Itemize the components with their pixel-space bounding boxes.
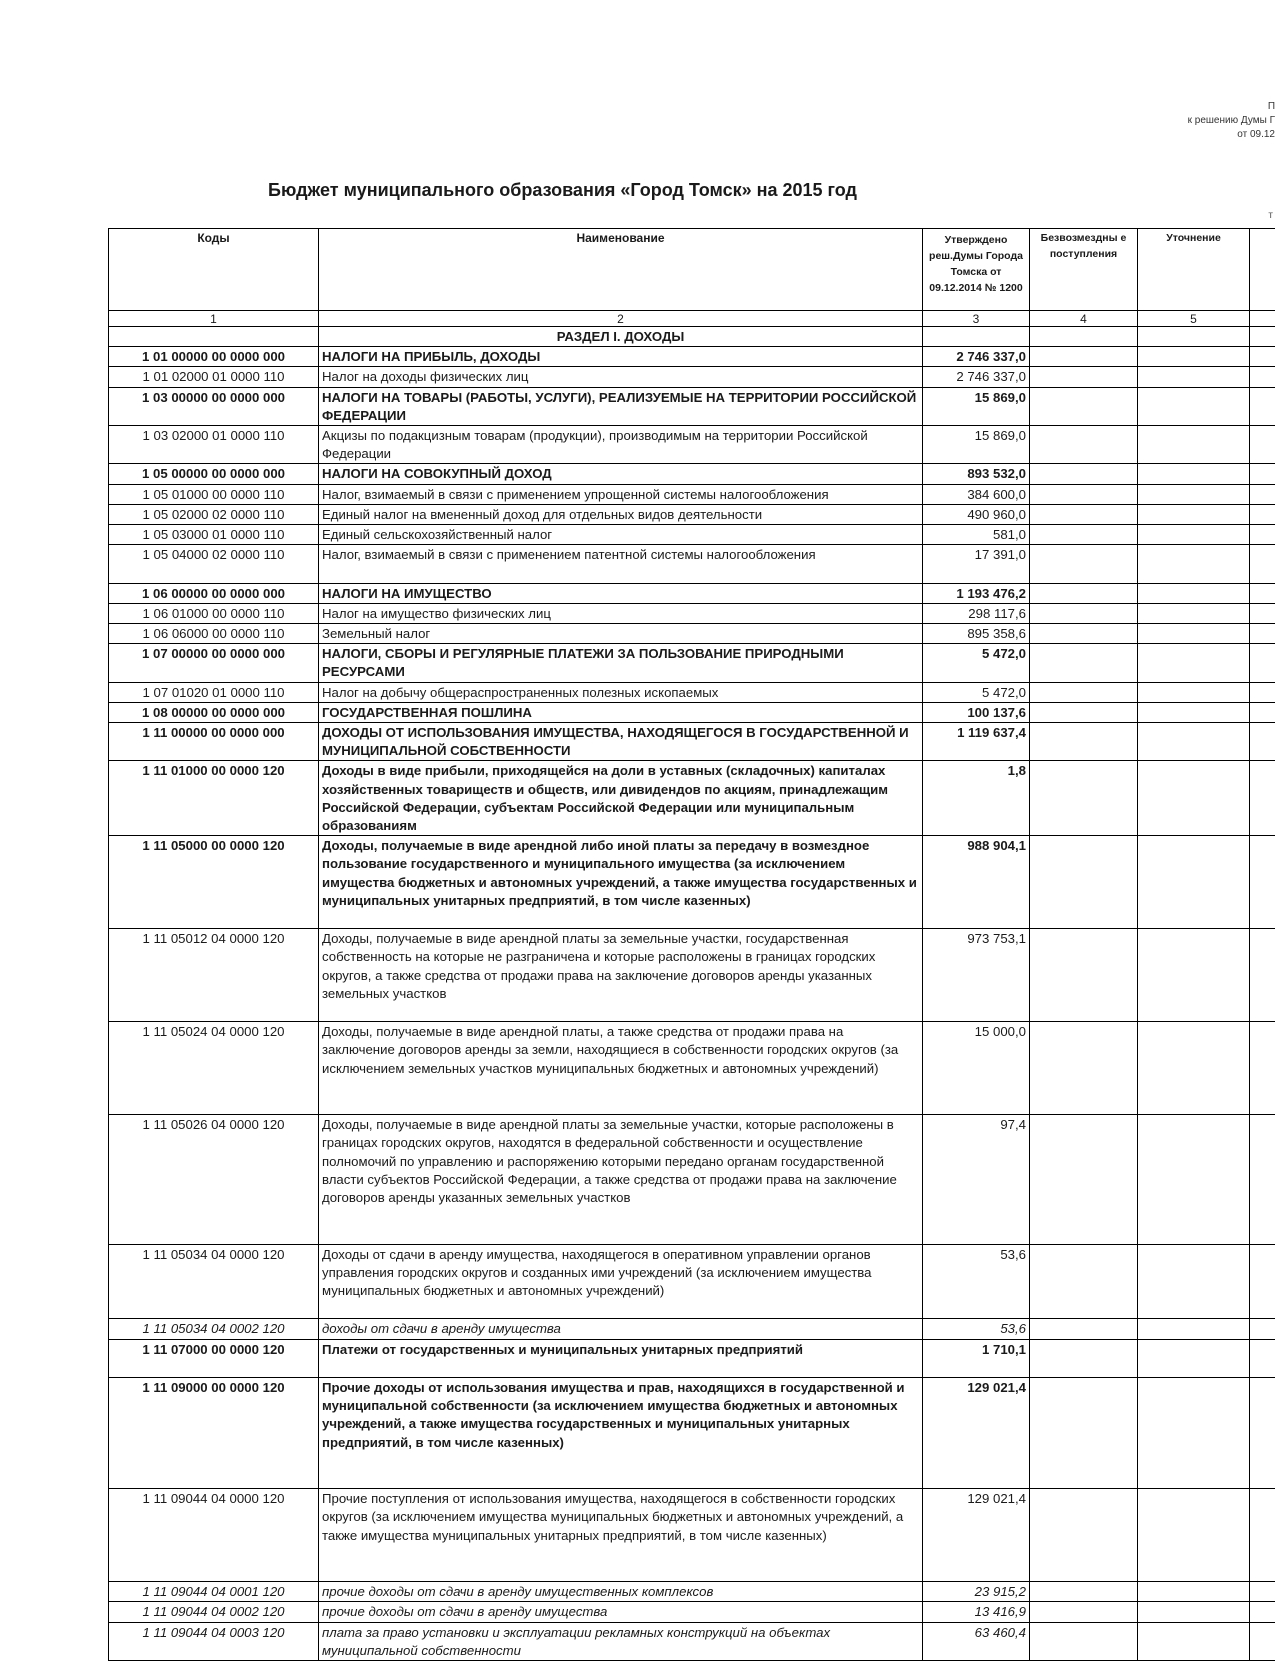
budget-table-body: [109, 229, 1275, 1661]
row-extra-cell: [1250, 1339, 1275, 1377]
row-clarification-cell: [1138, 1582, 1250, 1602]
budget-row: [109, 624, 1275, 644]
row-clarification-cell: [1138, 1022, 1250, 1115]
column-number-row: [109, 311, 1275, 327]
column-number: 1: [109, 311, 319, 327]
header-row: [109, 229, 1275, 311]
row-name: Доходы, получаемые в виде арендной платы за земельные участки, которые расположены в границах городских округов, находятся в федеральной собственности и осуществление полномочий по управлению и распоряжению которыми передано органам государственной власти субъектов Российской Федерации, а также средства от продажи права на заключение договоров аренды указанных земельных участков: [319, 1115, 923, 1244]
row-clarification-cell: [1138, 624, 1250, 644]
row-code: 1 05 01000 00 0000 110: [109, 484, 319, 504]
row-extra-cell: [1250, 1489, 1275, 1582]
row-clarification-cell: [1138, 525, 1250, 545]
budget-row: [109, 702, 1275, 722]
row-name: Налог на добычу общераспространенных полезных ископаемых: [319, 682, 923, 702]
row-code: 1 11 05012 04 0000 120: [109, 929, 319, 1022]
row-grants-cell: [1030, 836, 1138, 929]
row-grants-cell: [1030, 929, 1138, 1022]
row-extra-cell: [1250, 1582, 1275, 1602]
row-grants-cell: [1030, 347, 1138, 367]
row-clarification-cell: [1138, 644, 1250, 682]
budget-row: [109, 1115, 1275, 1244]
row-amount: 15 869,0: [923, 387, 1030, 425]
column-number: 5: [1138, 311, 1250, 327]
row-amount: 5 472,0: [923, 682, 1030, 702]
row-amount: 988 904,1: [923, 836, 1030, 929]
row-amount: 490 960,0: [923, 504, 1030, 524]
row-clarification-cell: [1138, 1339, 1250, 1377]
row-amount: 129 021,4: [923, 1378, 1030, 1489]
appendix-line: к решению Думы Г: [1075, 114, 1275, 128]
row-amount: 2 746 337,0: [923, 347, 1030, 367]
row-clarification-cell: [1138, 1319, 1250, 1339]
row-amount: 53,6: [923, 1319, 1030, 1339]
row-grants-cell: [1030, 1602, 1138, 1622]
row-name: Доходы от сдачи в аренду имущества, находящегося в оперативном управлении органов управления городских округов и созданных ими учреждений (за исключением имущества муниципальных бюджетных и автономных учреждений): [319, 1244, 923, 1319]
row-amount: 15 869,0: [923, 426, 1030, 464]
row-clarification-cell: [1138, 1489, 1250, 1582]
row-code: 1 11 05034 04 0000 120: [109, 1244, 319, 1319]
section-title: РАЗДЕЛ I. ДОХОДЫ: [319, 327, 923, 347]
row-clarification-cell: [1138, 929, 1250, 1022]
row-name: Налог на доходы физических лиц: [319, 367, 923, 387]
row-name: Прочие доходы от использования имущества и прав, находящихся в государственной и муниципальной собственности (за исключением имущества бюджетных и автономных учреждений, а также имущества государственных и муниципальных унитарных предприятий, в том числе казенных): [319, 1378, 923, 1489]
row-extra-cell: [1250, 682, 1275, 702]
section-cell: [1250, 327, 1275, 347]
appendix-header: [1075, 100, 1275, 142]
row-grants-cell: [1030, 1115, 1138, 1244]
appendix-line: от 09.12: [1075, 128, 1275, 142]
row-clarification-cell: [1138, 464, 1250, 484]
row-extra-cell: [1250, 1319, 1275, 1339]
units-mark: т: [1268, 210, 1273, 221]
row-name: прочие доходы от сдачи в аренду имущества: [319, 1602, 923, 1622]
row-amount: 1 710,1: [923, 1339, 1030, 1377]
budget-row: [109, 682, 1275, 702]
row-extra-cell: [1250, 347, 1275, 367]
row-amount: 1 119 637,4: [923, 723, 1030, 761]
budget-row: [109, 583, 1275, 603]
row-amount: 5 472,0: [923, 644, 1030, 682]
section-code-cell: [109, 327, 319, 347]
row-extra-cell: [1250, 484, 1275, 504]
row-code: 1 11 00000 00 0000 000: [109, 723, 319, 761]
budget-row: [109, 836, 1275, 929]
row-name: Платежи от государственных и муниципальных унитарных предприятий: [319, 1339, 923, 1377]
row-clarification-cell: [1138, 387, 1250, 425]
row-grants-cell: [1030, 464, 1138, 484]
row-clarification-cell: [1138, 347, 1250, 367]
header-clarification: Уточнение: [1138, 229, 1250, 311]
row-clarification-cell: [1138, 1244, 1250, 1319]
row-name: НАЛОГИ НА ПРИБЫЛЬ, ДОХОДЫ: [319, 347, 923, 367]
row-extra-cell: [1250, 624, 1275, 644]
row-clarification-cell: [1138, 603, 1250, 623]
row-code: 1 06 06000 00 0000 110: [109, 624, 319, 644]
row-extra-cell: [1250, 464, 1275, 484]
row-code: 1 11 01000 00 0000 120: [109, 761, 319, 836]
budget-row: [109, 1378, 1275, 1489]
row-amount: 97,4: [923, 1115, 1030, 1244]
row-grants-cell: [1030, 545, 1138, 583]
row-name: ДОХОДЫ ОТ ИСПОЛЬЗОВАНИЯ ИМУЩЕСТВА, НАХОДЯЩЕГОСЯ В ГОСУДАРСТВЕННОЙ И МУНИЦИПАЛЬНОЙ СОБСТВЕННОСТИ: [319, 723, 923, 761]
row-name: Земельный налог: [319, 624, 923, 644]
row-code: 1 03 00000 00 0000 000: [109, 387, 319, 425]
row-extra-cell: [1250, 761, 1275, 836]
budget-row: [109, 1244, 1275, 1319]
budget-row: [109, 1489, 1275, 1582]
row-extra-cell: [1250, 583, 1275, 603]
row-extra-cell: [1250, 1022, 1275, 1115]
appendix-line: П: [1075, 100, 1275, 114]
row-name: НАЛОГИ НА ИМУЩЕСТВО: [319, 583, 923, 603]
row-clarification-cell: [1138, 583, 1250, 603]
row-amount: 893 532,0: [923, 464, 1030, 484]
row-amount: 973 753,1: [923, 929, 1030, 1022]
column-number: 2: [319, 311, 923, 327]
row-grants-cell: [1030, 682, 1138, 702]
row-name: Единый сельскохозяйственный налог: [319, 525, 923, 545]
budget-row: [109, 464, 1275, 484]
row-extra-cell: [1250, 644, 1275, 682]
row-extra-cell: [1250, 387, 1275, 425]
row-code: 1 11 07000 00 0000 120: [109, 1339, 319, 1377]
budget-row: [109, 504, 1275, 524]
row-code: 1 11 05026 04 0000 120: [109, 1115, 319, 1244]
row-clarification-cell: [1138, 836, 1250, 929]
row-amount: 384 600,0: [923, 484, 1030, 504]
header-extra: [1250, 229, 1275, 311]
row-clarification-cell: [1138, 367, 1250, 387]
row-amount: 129 021,4: [923, 1489, 1030, 1582]
budget-row: [109, 929, 1275, 1022]
row-grants-cell: [1030, 387, 1138, 425]
row-amount: 53,6: [923, 1244, 1030, 1319]
budget-row: [109, 723, 1275, 761]
row-name: Налог, взимаемый в связи с применением упрощенной системы налогообложения: [319, 484, 923, 504]
row-name: ГОСУДАРСТВЕННАЯ ПОШЛИНА: [319, 702, 923, 722]
budget-row: [109, 484, 1275, 504]
budget-row: [109, 525, 1275, 545]
row-amount: 63 460,4: [923, 1622, 1030, 1660]
budget-row: [109, 644, 1275, 682]
budget-row: [109, 347, 1275, 367]
header-approved: Утверждено реш.Думы Города Томска от 09.12.2014 № 1200: [923, 229, 1030, 311]
budget-table: [108, 228, 1275, 1661]
row-extra-cell: [1250, 1244, 1275, 1319]
row-grants-cell: [1030, 624, 1138, 644]
row-extra-cell: [1250, 504, 1275, 524]
row-name: Доходы, получаемые в виде арендной платы за земельные участки, государственная собственность на которые не разграничена и которые расположены в границах городских округов, а также средства от продажи права на заключение договоров аренды указанных земельных участков: [319, 929, 923, 1022]
row-grants-cell: [1030, 1022, 1138, 1115]
row-clarification-cell: [1138, 702, 1250, 722]
row-grants-cell: [1030, 1489, 1138, 1582]
row-clarification-cell: [1138, 1115, 1250, 1244]
row-amount: 1 193 476,2: [923, 583, 1030, 603]
section-row: [109, 327, 1275, 347]
budget-row: [109, 1319, 1275, 1339]
row-amount: 100 137,6: [923, 702, 1030, 722]
row-extra-cell: [1250, 525, 1275, 545]
row-extra-cell: [1250, 1602, 1275, 1622]
row-name: Доходы, получаемые в виде арендной либо иной платы за передачу в возмездное пользование государственного и муниципального имущества (за исключением имущества бюджетных и автономных учреждений, а также имущества государственных и муниципальных унитарных предприятий, в том числе казенных): [319, 836, 923, 929]
document-title: [0, 180, 1275, 201]
row-grants-cell: [1030, 426, 1138, 464]
row-name: НАЛОГИ НА СОВОКУПНЫЙ ДОХОД: [319, 464, 923, 484]
budget-row: [109, 1602, 1275, 1622]
row-name: НАЛОГИ НА ТОВАРЫ (РАБОТЫ, УСЛУГИ), РЕАЛИЗУЕМЫЕ НА ТЕРРИТОРИИ РОССИЙСКОЙ ФЕДЕРАЦИИ: [319, 387, 923, 425]
row-code: 1 06 00000 00 0000 000: [109, 583, 319, 603]
row-clarification-cell: [1138, 504, 1250, 524]
row-grants-cell: [1030, 603, 1138, 623]
row-grants-cell: [1030, 583, 1138, 603]
row-extra-cell: [1250, 426, 1275, 464]
row-extra-cell: [1250, 603, 1275, 623]
budget-row: [109, 426, 1275, 464]
row-amount: 298 117,6: [923, 603, 1030, 623]
section-cell: [1030, 327, 1138, 347]
column-number: [1250, 311, 1275, 327]
row-grants-cell: [1030, 761, 1138, 836]
row-amount: 1,8: [923, 761, 1030, 836]
row-grants-cell: [1030, 484, 1138, 504]
row-grants-cell: [1030, 525, 1138, 545]
row-name: Налог, взимаемый в связи с применением патентной системы налогообложения: [319, 545, 923, 583]
row-extra-cell: [1250, 1115, 1275, 1244]
row-code: 1 07 01020 01 0000 110: [109, 682, 319, 702]
row-code: 1 01 00000 00 0000 000: [109, 347, 319, 367]
row-extra-cell: [1250, 836, 1275, 929]
row-name: Доходы, получаемые в виде арендной платы, а также средства от продажи права на заключение договоров аренды за земли, находящиеся в собственности городских округов (за исключением земельных участков муниципальных бюджетных и автономных учреждений): [319, 1022, 923, 1115]
header-name: Наименование: [319, 229, 923, 311]
row-code: 1 08 00000 00 0000 000: [109, 702, 319, 722]
row-code: 1 03 02000 01 0000 110: [109, 426, 319, 464]
row-clarification-cell: [1138, 1602, 1250, 1622]
row-amount: 581,0: [923, 525, 1030, 545]
row-code: 1 11 09044 04 0002 120: [109, 1602, 319, 1622]
row-code: 1 05 00000 00 0000 000: [109, 464, 319, 484]
row-clarification-cell: [1138, 545, 1250, 583]
row-grants-cell: [1030, 1339, 1138, 1377]
row-grants-cell: [1030, 1622, 1138, 1660]
row-clarification-cell: [1138, 723, 1250, 761]
row-code: 1 05 02000 02 0000 110: [109, 504, 319, 524]
row-amount: 15 000,0: [923, 1022, 1030, 1115]
row-name: Прочие поступления от использования имущества, находящегося в собственности городских округов (за исключением имущества муниципальных бюджетных и автономных учреждений, а также имущества муниципальных унитарных предприятий, в том числе казенных): [319, 1489, 923, 1582]
row-name: доходы от сдачи в аренду имущества: [319, 1319, 923, 1339]
row-extra-cell: [1250, 723, 1275, 761]
row-name: прочие доходы от сдачи в аренду имущественных комплексов: [319, 1582, 923, 1602]
row-code: 1 11 09044 04 0003 120: [109, 1622, 319, 1660]
budget-row: [109, 1022, 1275, 1115]
section-amount-cell: [923, 327, 1030, 347]
row-amount: 23 915,2: [923, 1582, 1030, 1602]
row-code: 1 11 09000 00 0000 120: [109, 1378, 319, 1489]
row-grants-cell: [1030, 367, 1138, 387]
row-extra-cell: [1250, 1622, 1275, 1660]
row-code: 1 11 09044 04 0001 120: [109, 1582, 319, 1602]
row-code: 1 01 02000 01 0000 110: [109, 367, 319, 387]
budget-row: [109, 545, 1275, 583]
budget-row: [109, 1622, 1275, 1660]
row-extra-cell: [1250, 367, 1275, 387]
column-number: 3: [923, 311, 1030, 327]
row-name: Доходы в виде прибыли, приходящейся на доли в уставных (складочных) капиталах хозяйственных товариществ и обществ, или дивидендов по акциям, принадлежащим Российской Федерации, субъектам Российской Федерации или муниципальным образованиям: [319, 761, 923, 836]
row-extra-cell: [1250, 702, 1275, 722]
row-extra-cell: [1250, 929, 1275, 1022]
row-grants-cell: [1030, 723, 1138, 761]
row-grants-cell: [1030, 1378, 1138, 1489]
row-clarification-cell: [1138, 484, 1250, 504]
budget-row: [109, 761, 1275, 836]
row-name: Единый налог на вмененный доход для отдельных видов деятельности: [319, 504, 923, 524]
row-clarification-cell: [1138, 682, 1250, 702]
row-grants-cell: [1030, 644, 1138, 682]
row-grants-cell: [1030, 1244, 1138, 1319]
row-name: Акцизы по подакцизным товарам (продукции), производимым на территории Российской Федерации: [319, 426, 923, 464]
budget-row: [109, 1582, 1275, 1602]
row-code: 1 06 01000 00 0000 110: [109, 603, 319, 623]
row-code: 1 05 03000 01 0000 110: [109, 525, 319, 545]
row-amount: 2 746 337,0: [923, 367, 1030, 387]
section-cell: [1138, 327, 1250, 347]
row-name: НАЛОГИ, СБОРЫ И РЕГУЛЯРНЫЕ ПЛАТЕЖИ ЗА ПОЛЬЗОВАНИЕ ПРИРОДНЫМИ РЕСУРСАМИ: [319, 644, 923, 682]
header-grants: Безвозмездны е поступления: [1030, 229, 1138, 311]
row-code: 1 11 09044 04 0000 120: [109, 1489, 319, 1582]
row-name: Налог на имущество физических лиц: [319, 603, 923, 623]
row-clarification-cell: [1138, 1378, 1250, 1489]
row-code: 1 11 05024 04 0000 120: [109, 1022, 319, 1115]
row-extra-cell: [1250, 545, 1275, 583]
row-code: 1 07 00000 00 0000 000: [109, 644, 319, 682]
row-code: 1 05 04000 02 0000 110: [109, 545, 319, 583]
header-codes: Коды: [109, 229, 319, 311]
row-code: 1 11 05034 04 0002 120: [109, 1319, 319, 1339]
row-clarification-cell: [1138, 761, 1250, 836]
column-number: 4: [1030, 311, 1138, 327]
row-extra-cell: [1250, 1378, 1275, 1489]
row-grants-cell: [1030, 1319, 1138, 1339]
document-title-text: Бюджет муниципального образования «Город Томск» на 2015 год: [268, 180, 857, 201]
row-amount: 13 416,9: [923, 1602, 1030, 1622]
row-grants-cell: [1030, 504, 1138, 524]
row-grants-cell: [1030, 1582, 1138, 1602]
row-clarification-cell: [1138, 1622, 1250, 1660]
budget-row: [109, 1339, 1275, 1377]
row-code: 1 11 05000 00 0000 120: [109, 836, 319, 929]
row-amount: 17 391,0: [923, 545, 1030, 583]
row-amount: 895 358,6: [923, 624, 1030, 644]
row-clarification-cell: [1138, 426, 1250, 464]
budget-row: [109, 367, 1275, 387]
budget-row: [109, 387, 1275, 425]
budget-row: [109, 603, 1275, 623]
row-name: плата за право установки и эксплуатации рекламных конструкций на объектах муниципальной собственности: [319, 1622, 923, 1660]
row-grants-cell: [1030, 702, 1138, 722]
